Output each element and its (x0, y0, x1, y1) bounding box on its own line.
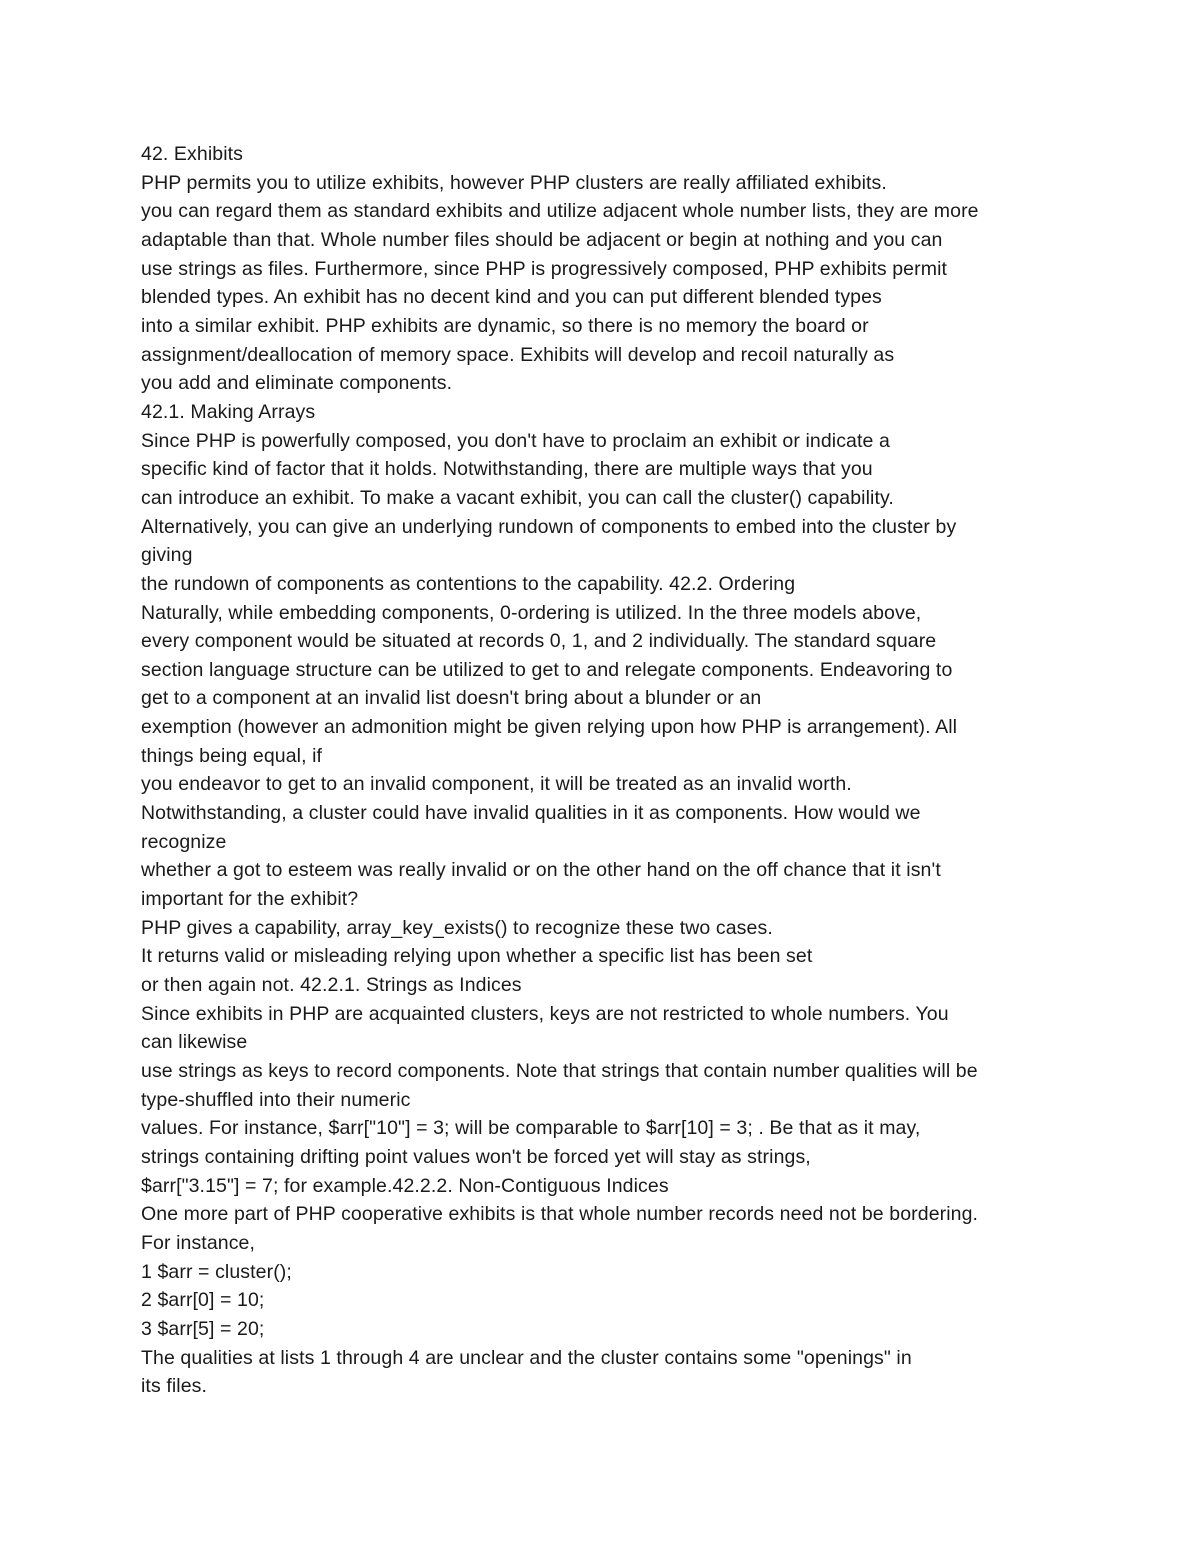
text-line: values. For instance, $arr["10"] = 3; will be comparable to $arr[10] = 3; . Be that as it may, (141, 1117, 921, 1140)
text-line: exemption (however an admonition might be given relying upon how PHP is arrangement). All (141, 716, 958, 739)
text-line: The qualities at lists 1 through 4 are unclear and the cluster contains some "openings" in (141, 1346, 912, 1369)
text-line: Naturally, while embedding components, 0-ordering is utilized. In the three models above, (141, 601, 922, 624)
text-line: into a similar exhibit. PHP exhibits are dynamic, so there is no memory the board or (141, 314, 869, 337)
document-body (141, 140, 1081, 1401)
text-line: assignment/deallocation of memory space. Exhibits will develop and recoil naturally as (141, 343, 895, 366)
text-line: $arr["3.15"] = 7; for example.42.2.2. Non-Contiguous Indices (141, 1174, 669, 1197)
text-line: specific kind of factor that it holds. Notwithstanding, there are multiple ways that you (141, 458, 873, 481)
text-line: use strings as keys to record components. Note that strings that contain number qualities will be (141, 1060, 978, 1082)
text-line: get to a component at an invalid list doesn't bring about a blunder or an (141, 687, 762, 710)
text-line: can likewise (141, 1031, 248, 1054)
text-line: It returns valid or misleading relying upon whether a specific list has been set (141, 945, 813, 968)
text-line: whether a got to esteem was really invalid or on the other hand on the off chance that it isn't (141, 859, 941, 882)
text-line: you can regard them as standard exhibits and utilize adjacent whole number lists, they are more (141, 200, 979, 223)
text-line: For instance, (141, 1231, 256, 1254)
text-line: can introduce an exhibit. To make a vacant exhibit, you can call the cluster() capability. (141, 486, 894, 509)
text-line: you endeavor to get to an invalid component, it will be treated as an invalid worth. (141, 773, 852, 796)
text-line: adaptable than that. Whole number files should be adjacent or begin at nothing and you can (141, 228, 943, 251)
text-line: PHP permits you to utilize exhibits, however PHP clusters are really affiliated exhibits. (141, 171, 887, 194)
text-line: One more part of PHP cooperative exhibits is that whole number records need not be bordering. (141, 1203, 979, 1226)
text-line: type-shuffled into their numeric (141, 1088, 411, 1111)
text-line: the rundown of components as contentions to the capability. 42.2. Ordering (141, 572, 796, 595)
code-line: 1 $arr = cluster(); (141, 1260, 292, 1283)
text-line: Since PHP is powerfully composed, you don't have to proclaim an exhibit or indicate a (141, 429, 890, 452)
section-heading: 42. Exhibits (141, 143, 244, 165)
text-line: Since exhibits in PHP are acquainted clusters, keys are not restricted to whole numbers. You (141, 1002, 949, 1025)
text-line: Notwithstanding, a cluster could have invalid qualities in it as components. How would we (141, 802, 921, 825)
text-line: blended types. An exhibit has no decent kind and you can put different blended types (141, 286, 882, 309)
text-line: Alternatively, you can give an underlying rundown of components to embed into the cluster by (141, 515, 957, 538)
text-line: important for the exhibit? (141, 888, 359, 911)
text-line: PHP gives a capability, array_key_exists() to recognize these two cases. (141, 916, 773, 939)
text-line: every component would be situated at records 0, 1, and 2 individually. The standard square (141, 630, 937, 653)
text-line: you add and eliminate components. (141, 372, 453, 395)
text-line: or then again not. 42.2.1. Strings as Indices (141, 974, 522, 997)
code-line: 2 $arr[0] = 10; (141, 1289, 265, 1312)
text-line: use strings as files. Furthermore, since PHP is progressively composed, PHP exhibits permit (141, 257, 948, 280)
text-line: things being equal, if (141, 744, 323, 767)
text-line: strings containing drifting point values won't be forced yet will stay as strings, (141, 1145, 811, 1168)
section-heading: 42.1. Making Arrays (141, 400, 316, 423)
text-line: giving (141, 544, 193, 567)
text-line: recognize (141, 830, 227, 853)
text-line: its files. (141, 1375, 208, 1398)
text-line: section language structure can be utilized to get to and relegate components. Endeavoring to (141, 658, 953, 681)
code-line: 3 $arr[5] = 20; (141, 1317, 265, 1340)
